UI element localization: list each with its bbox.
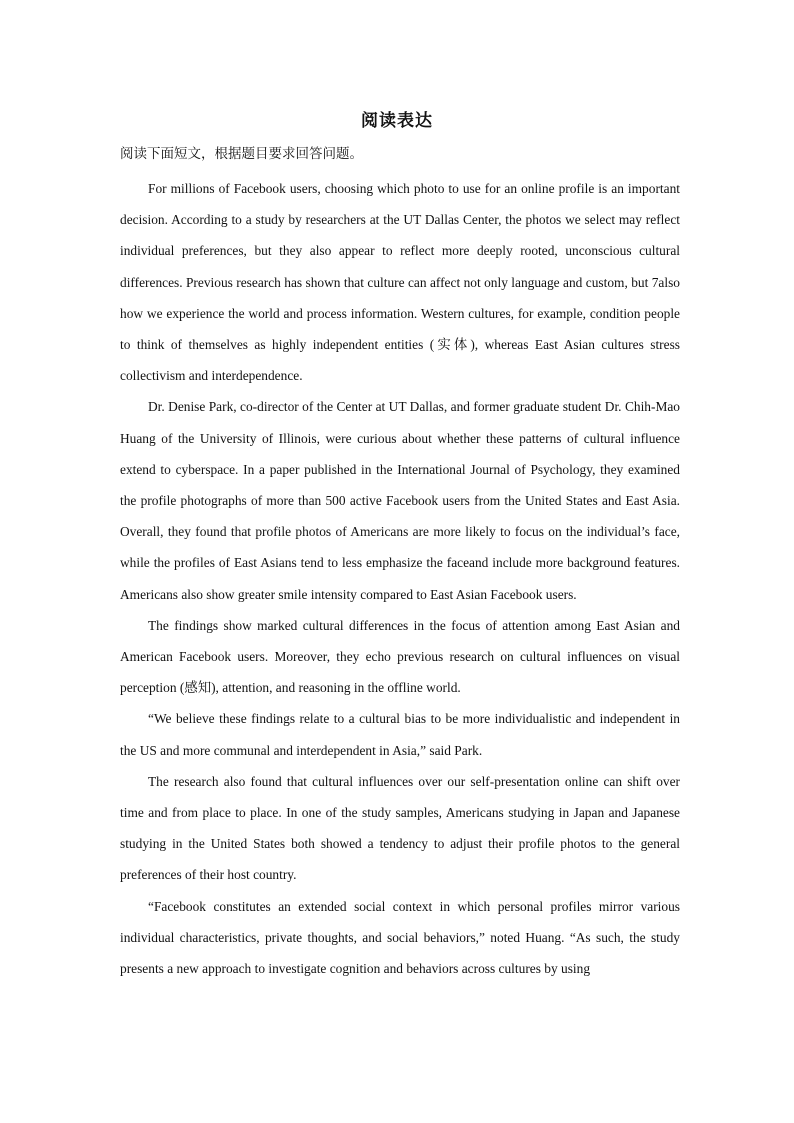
paragraph-5: The research also found that cultural influences over our self-presentation online can shift over time and from place to place. In one of the study samples, Americans studying in Japan and Japanese studying in the United States both showed a tendency to adjust their profile photos to the general preferences of their host country. xyxy=(120,773,680,883)
paragraph-6: “Facebook constitutes an extended social context in which personal profiles mirror various individual characteristics, private thoughts, and social behaviors,” noted Huang. “As such, the study presents a new approach to investigate cognition and behaviors across cultures by using xyxy=(120,898,680,977)
paragraph-4: “We believe these findings relate to a cultural bias to be more individualistic and independent in the US and more communal and interdependent in Asia,” said Park. xyxy=(120,711,680,758)
instruction-text: 阅读下面短文，根据题目要求回答问题。 xyxy=(120,146,363,162)
paragraph-2: Dr. Denise Park, co-director of the Center at UT Dallas, and former graduate student Dr. Chih-Mao Huang of the University of Illinois, were curious about whether these patterns of cultural influence extend to cyberspace. In a paper published in the International Journal of Psychology, they examined the profile photographs of more than 500 active Facebook users from the United States and East Asia. Overall, they found that profile photos of Americans are more likely to focus on the individual’s face, while the profiles of East Asians tend to less emphasize the faceand include more background features. Americans also show greater smile intensity compared to East Asian Facebook users. xyxy=(120,399,680,602)
article-body xyxy=(120,173,680,984)
paragraph-1: For millions of Facebook users, choosing which photo to use for an online profile is an important decision. According to a study by researchers at the UT Dallas Center, the photos we select may reflect individual preferences, but they also appear to reflect more deeply rooted, unconscious cultural differences. Previous research has shown that culture can affect not only language and custom, but 7also how we experience the world and process information. Western cultures, for example, condition people to think of themselves as highly independent entities (实体), whereas East Asian cultures stress collectivism and interdependence. xyxy=(120,181,680,384)
paragraph-3: The findings show marked cultural differences in the focus of attention among East Asian and American Facebook users. Moreover, they echo previous research on cultural influences on visual perception (感知), attention, and reasoning in the offline world. xyxy=(120,617,680,696)
page-title: 阅读表达 xyxy=(361,111,433,131)
